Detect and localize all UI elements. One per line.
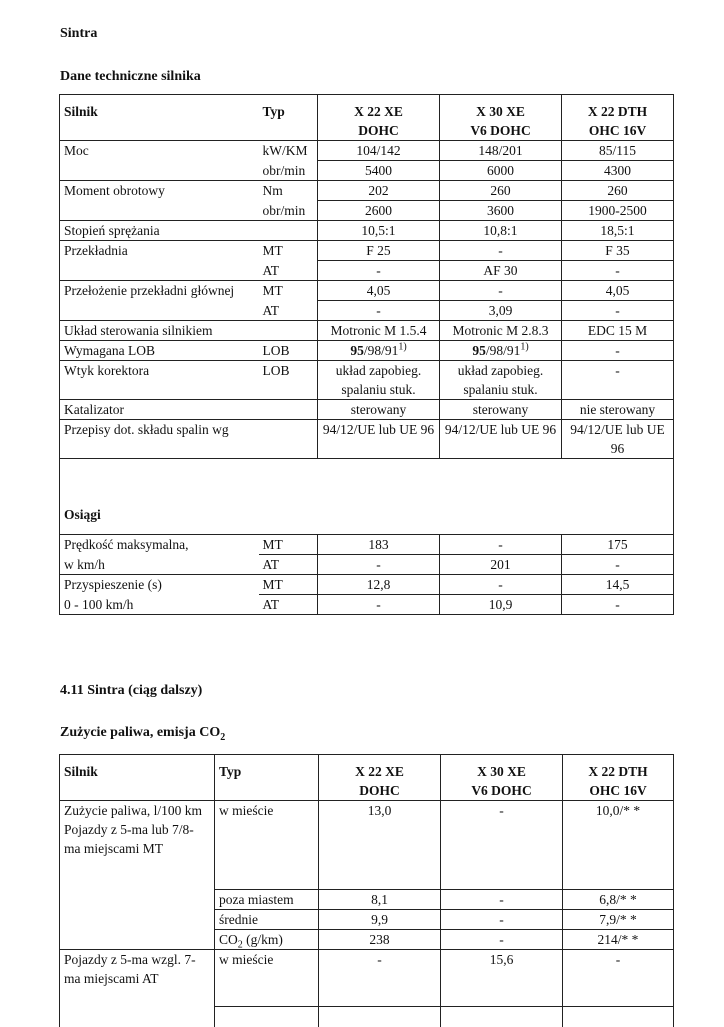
fuel-row	[60, 950, 674, 1007]
row-label: Wymagana LOB	[60, 341, 259, 361]
engine-table-body	[60, 141, 674, 459]
cell-x30xe: -	[440, 575, 562, 595]
row-unit: AT	[259, 595, 318, 615]
cell-x22dth: -	[562, 261, 674, 281]
fuel-cell-x22xe: 238	[319, 930, 441, 950]
fuel-type: średnie	[215, 910, 319, 930]
fuel-header-x22xe: X 22 XE DOHC	[319, 755, 441, 801]
fuel-header-x22dth: X 22 DTH OHC 16V	[563, 755, 674, 801]
cell-x22xe: układ zapobieg. spalaniu stuk.	[318, 361, 440, 400]
cell-x22xe: 2600	[318, 201, 440, 221]
fuel-table-body	[60, 801, 674, 1027]
cell-x30xe: 10,9	[440, 595, 562, 615]
cell-x22dth: nie sterowany	[562, 400, 674, 420]
cell-x30xe: 6000	[440, 161, 562, 181]
cell-x22dth: 14,5	[562, 575, 674, 595]
fuel-type: w mieście	[215, 950, 319, 1007]
table-row	[60, 141, 674, 161]
continued-section-title: 4.11 Sintra (ciąg dalszy)	[60, 683, 202, 699]
row-unit: AT	[259, 261, 318, 281]
fuel-cell-x22dth: 6,8/* *	[563, 890, 674, 910]
fuel-type: $CO_2$ (g/km)	[215, 930, 319, 950]
performance-table-body	[60, 535, 674, 615]
row-label: Moc	[60, 141, 259, 161]
fuel-table-header	[60, 755, 674, 801]
row-label: Układ sterowania silnikiem	[60, 321, 259, 341]
cell-x30xe: AF 30	[440, 261, 562, 281]
row-label	[60, 301, 259, 321]
cell-x22dth: 94/12/UE lub UE 96	[562, 420, 674, 459]
table-row	[60, 261, 674, 281]
fuel-cell-x22dth: -	[563, 950, 674, 1007]
engine-table	[59, 94, 674, 615]
cell-x22xe: -	[318, 301, 440, 321]
table-row	[60, 400, 674, 420]
cell-x30xe: 260	[440, 181, 562, 201]
row-unit	[259, 420, 318, 459]
row-label: Moment obrotowy	[60, 181, 259, 201]
cell-x30xe: sterowany	[440, 400, 562, 420]
fuel-cell-x30xe: -	[441, 910, 563, 930]
fuel-header-silnik: Silnik	[60, 755, 215, 801]
row-label: Przepisy dot. składu spalin wg	[60, 420, 259, 459]
cell-x22dth: -	[562, 341, 674, 361]
cell-x30xe: 201	[440, 555, 562, 575]
cell-x22xe: 183	[318, 535, 440, 555]
row-unit: kW/KM	[259, 141, 318, 161]
row-unit: MT	[259, 535, 318, 555]
cell-x30xe: 10,8:1	[440, 221, 562, 241]
cell-x30xe: 3,09	[440, 301, 562, 321]
row-unit: Nm	[259, 181, 318, 201]
cell-x22xe: F 25	[318, 241, 440, 261]
performance-section-header	[60, 505, 674, 535]
table-row	[60, 361, 674, 400]
fuel-cell-x30xe: -	[441, 801, 563, 890]
row-unit: AT	[259, 301, 318, 321]
page-title: Sintra	[60, 26, 97, 42]
fuel-group-label: Pojazdy z 5-ma wzgl. 7-ma miejscami AT	[60, 950, 215, 1007]
cell-x22xe: Motronic M 1.5.4	[318, 321, 440, 341]
header-silnik: Silnik	[60, 95, 259, 141]
table-row	[60, 321, 674, 341]
fuel-cell-x22dth: 7,9/* *	[563, 910, 674, 930]
row-label: Katalizator	[60, 400, 259, 420]
row-label	[60, 161, 259, 181]
performance-row	[60, 595, 674, 615]
cell-x22dth: F 35	[562, 241, 674, 261]
row-unit: MT	[259, 575, 318, 595]
engine-table-spacer	[60, 459, 674, 506]
performance-row	[60, 555, 674, 575]
cell-x22dth: 4300	[562, 161, 674, 181]
fuel-type: w mieście	[215, 801, 319, 890]
row-unit: LOB	[259, 341, 318, 361]
cell-x22xe: 10,5:1	[318, 221, 440, 241]
header-x22dth: X 22 DTH OHC 16V	[562, 95, 674, 141]
cell-x22xe: 202	[318, 181, 440, 201]
table-row	[60, 201, 674, 221]
cell-x22xe: 4,05	[318, 281, 440, 301]
cell-x30xe: 3600	[440, 201, 562, 221]
row-label: Przyspieszenie (s)	[60, 575, 259, 595]
fuel-section-title: Zużycie paliwa, emisja $CO_2$	[60, 725, 225, 741]
fuel-cell-x22xe: 13,0	[319, 801, 441, 890]
row-label: Stopień sprężania	[60, 221, 259, 241]
fuel-cell-x22xe: 8,1	[319, 890, 441, 910]
cell-x22xe: -	[318, 261, 440, 281]
fuel-type: poza miastem	[215, 890, 319, 910]
cell-x22dth: 1900-2500	[562, 201, 674, 221]
cell-x30xe: Motronic M 2.8.3	[440, 321, 562, 341]
row-label: 0 - 100 km/h	[60, 595, 259, 615]
table-row	[60, 181, 674, 201]
row-unit: obr/min	[259, 161, 318, 181]
cell-x22xe: -	[318, 555, 440, 575]
cell-x30xe: układ zapobieg. spalaniu stuk.	[440, 361, 562, 400]
cell-x22xe: 94/12/UE lub UE 96	[318, 420, 440, 459]
cell-x22dth: 175	[562, 535, 674, 555]
fuel-row	[60, 801, 674, 890]
cell-x22dth: 260	[562, 181, 674, 201]
header-typ: Typ	[259, 95, 318, 141]
engine-table-header	[60, 95, 674, 141]
cell-x22dth: -	[562, 361, 674, 400]
row-label: Wtyk korektora	[60, 361, 259, 400]
cell-x22xe: 104/142	[318, 141, 440, 161]
cell-x22dth: 85/115	[562, 141, 674, 161]
cell-x30xe: 95/98/91$^{1)}$	[440, 341, 562, 361]
fuel-header-typ: Typ	[215, 755, 319, 801]
table-row	[60, 301, 674, 321]
performance-title: Osiągi	[60, 505, 674, 535]
cell-x22dth: EDC 15 M	[562, 321, 674, 341]
table-row	[60, 420, 674, 459]
row-unit: MT	[259, 281, 318, 301]
fuel-cell-x22xe: 9,9	[319, 910, 441, 930]
cell-x22xe: 12,8	[318, 575, 440, 595]
fuel-group-label: Zużycie paliwa, l/100 km Pojazdy z 5-ma lub 7/8-ma miejscami MT	[60, 801, 215, 950]
row-label	[60, 201, 259, 221]
row-label: w km/h	[60, 555, 259, 575]
cell-x22xe: 95/98/91$^{1)}$	[318, 341, 440, 361]
cell-x22xe: 5400	[318, 161, 440, 181]
fuel-cell-x22dth: 214/* *	[563, 930, 674, 950]
performance-row	[60, 535, 674, 555]
cell-x22dth: 4,05	[562, 281, 674, 301]
engine-section-title: Dane techniczne silnika	[60, 69, 201, 85]
cell-x22xe: sterowany	[318, 400, 440, 420]
cell-x22dth: 18,5:1	[562, 221, 674, 241]
fuel-cell-x22xe: -	[319, 950, 441, 1007]
row-unit: LOB	[259, 361, 318, 400]
row-unit: AT	[259, 555, 318, 575]
fuel-cell-x30xe: -	[441, 930, 563, 950]
cell-x30xe: -	[440, 241, 562, 261]
row-unit: obr/min	[259, 201, 318, 221]
fuel-table	[59, 754, 674, 1027]
cell-x30xe: -	[440, 281, 562, 301]
header-x22xe: X 22 XE DOHC	[318, 95, 440, 141]
table-row	[60, 221, 674, 241]
row-label	[60, 261, 259, 281]
cell-x22xe: -	[318, 595, 440, 615]
performance-row	[60, 575, 674, 595]
cell-x30xe: 148/201	[440, 141, 562, 161]
cell-x30xe: 94/12/UE lub UE 96	[440, 420, 562, 459]
row-label: Przełożenie przekładni głównej	[60, 281, 259, 301]
cell-x22dth: -	[562, 595, 674, 615]
table-row	[60, 341, 674, 361]
row-label: Prędkość maksymalna,	[60, 535, 259, 555]
table-row	[60, 281, 674, 301]
fuel-header-x30xe: X 30 XE V6 DOHC	[441, 755, 563, 801]
row-unit	[259, 400, 318, 420]
table-row	[60, 241, 674, 261]
row-label: Przekładnia	[60, 241, 259, 261]
fuel-cell-x30xe: -	[441, 890, 563, 910]
row-unit	[259, 221, 318, 241]
cell-x22dth: -	[562, 301, 674, 321]
fuel-cell-x22dth: 10,0/* *	[563, 801, 674, 890]
cell-x22dth: -	[562, 555, 674, 575]
cell-x30xe: -	[440, 535, 562, 555]
row-unit: MT	[259, 241, 318, 261]
fuel-cell-x30xe: 15,6	[441, 950, 563, 1007]
row-unit	[259, 321, 318, 341]
header-x30xe: X 30 XE V6 DOHC	[440, 95, 562, 141]
table-row	[60, 161, 674, 181]
